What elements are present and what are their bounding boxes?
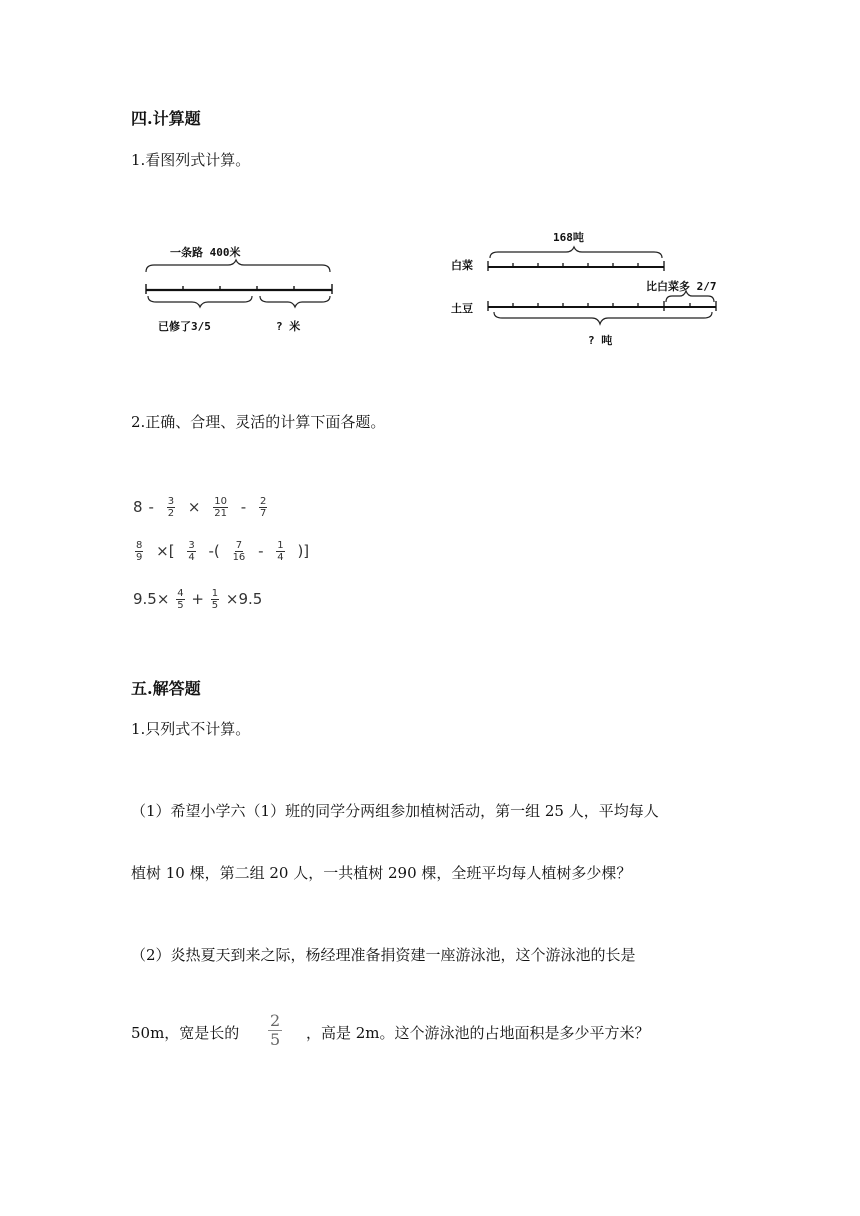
- road-right-label: ? 米: [276, 320, 301, 333]
- fraction: $\frac{2}{7}$: [259, 496, 267, 519]
- road-top-label: 一条路 400米: [170, 246, 241, 259]
- fraction: $\frac{1}{5}$: [211, 588, 219, 611]
- potato-total-label: ? 吨: [588, 334, 613, 347]
- cabbage-amount-label: 168吨: [553, 231, 584, 244]
- expression-3: 9.5× $\frac{4}{5}$ + $\frac{1}{5}$ ×9.5: [133, 588, 263, 611]
- road-top-brace: [146, 260, 330, 272]
- potato-row-label: 土豆: [451, 302, 473, 315]
- cabbage-row-label: 白菜: [451, 259, 473, 272]
- fraction: $\frac{1}{4}$: [277, 540, 284, 563]
- problem-2-line-2-start: 50m，宽是长的: [131, 1024, 240, 1042]
- width-fraction: 2 5: [270, 1011, 281, 1049]
- question-2-label: 2.正确、合理、灵活的计算下面各题。: [131, 413, 386, 431]
- road-left-brace: [148, 296, 252, 307]
- expression-1: 8 - $\frac{3}{2}$ × $\frac{10}{21}$ - $\frac{2}{7}$: [133, 496, 267, 519]
- potato-bottom-brace: [494, 312, 712, 324]
- fraction: $\frac{7}{16}$: [232, 540, 246, 563]
- fraction: $\frac{3}{2}$: [167, 496, 175, 519]
- cabbage-brace: [490, 247, 662, 258]
- fraction: $\frac{8}{9}$: [136, 540, 143, 563]
- road-left-label: 已修了3/5: [158, 320, 211, 333]
- road-right-brace: [260, 296, 330, 307]
- expression-2: $\frac{8}{9}$ ×[ $\frac{3}{4}$ -( $\frac{7}{16}$ - $\frac{1}{4}$ )]: [136, 540, 310, 563]
- fraction: $\frac{3}{4}$: [188, 540, 195, 563]
- problem-1-line-2: 植树 10 棵，第二组 20 人，一共植树 290 棵，全班平均每人植树多少棵？: [131, 864, 632, 882]
- problem-1-line-1: （1）希望小学六（1）班的同学分两组参加植树活动，第一组 25 人，平均每人: [131, 802, 659, 820]
- extra-label: 比白菜多 2/7: [646, 280, 717, 293]
- question-1-label: 1.看图列式计算。: [131, 151, 251, 169]
- problem-2-line-2-end: ，高是 2m。这个游泳池的占地面积是多少平方米？: [306, 1024, 650, 1042]
- section-title-4: 四.计算题: [131, 109, 201, 128]
- section-title-5: 五.解答题: [131, 679, 201, 698]
- fraction: $\frac{10}{21}$: [214, 496, 227, 519]
- section5-question-1-label: 1.只列式不计算。: [131, 720, 251, 738]
- problem-2-line-1: （2）炎热夏天到来之际，杨经理准备捐资建一座游泳池，这个游泳池的长是: [131, 946, 636, 964]
- fraction: $\frac{4}{5}$: [177, 588, 184, 611]
